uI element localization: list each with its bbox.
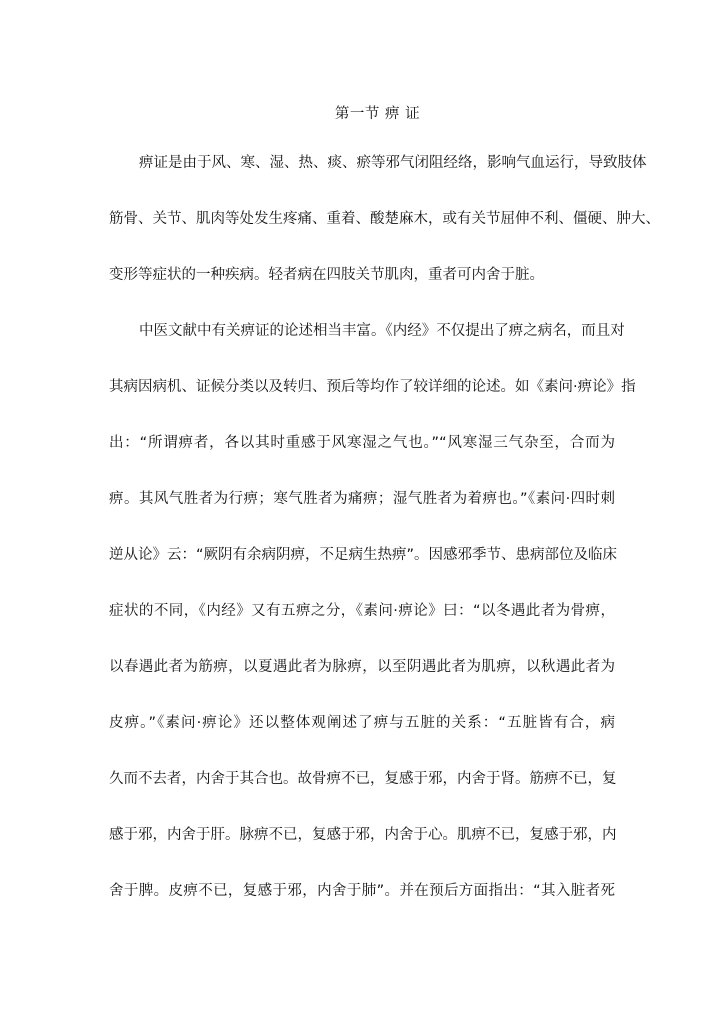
text-line-8: 逆从论》云：“厥阴有余病阴痹，不足病生热痹”。因感邪季节、患病部位及临床: [109, 547, 618, 563]
text-line-7: 痹。其风气胜者为行痹；寒气胜者为痛痹；湿气胜者为着痹也。”《素问·四时刺: [109, 491, 615, 507]
text-line-9: 症状的不同，《内经》又有五痹之分，《素问·痹论》曰：“以冬遇此者为骨痹，: [109, 603, 615, 619]
text-line-1: 痹证是由于风、寒、湿、热、痰、瘀等邪气闭阻经络，影响气血运行，导致肢体: [139, 155, 647, 171]
text-line-4: 中医文献中有关痹证的论述相当丰富。《内经》不仅提出了痹之病名，而且对: [139, 323, 625, 339]
text-line-10: 以春遇此者为筋痹，以夏遇此者为脉痹，以至阴遇此者为肌痹，以秋遇此者为: [109, 659, 615, 675]
text-line-13: 感于邪，内舍于肝。脉痹不已，复感于邪，内舍于心。肌痹不已，复感于邪，内: [109, 827, 617, 843]
text-line-2: 筋骨、关节、肌肉等处发生疼痛、重着、酸楚麻木，或有关节屈伸不利、僵硬、肿大、: [109, 211, 660, 227]
text-line-5: 其病因病机、证候分类以及转归、预后等均作了较详细的论述。如《素问·痹论》指: [109, 379, 636, 395]
text-line-11: 皮痹。”《素问·痹论》还以整体观阐述了痹与五脏的关系：“五脏皆有合，病: [109, 715, 615, 731]
text-line-6: 出：“所谓痹者，各以其时重感于风寒湿之气也。”“风寒湿三气杂至，合而为: [109, 435, 615, 451]
text-line-3: 变形等症状的一种疾病。轻者病在四肢关节肌肉，重者可内舍于脏。: [109, 267, 544, 283]
text-line-14: 舍于脾。皮痹不已，复感于邪，内舍于肺”。并在预后方面指出：“其入脏者死: [109, 883, 615, 899]
text-line-12: 久而不去者，内舍于其合也。故骨痹不已，复感于邪，内舍于肾。筋痹不已，复: [109, 771, 617, 787]
section-title: 第一节 痹 证: [334, 106, 421, 122]
